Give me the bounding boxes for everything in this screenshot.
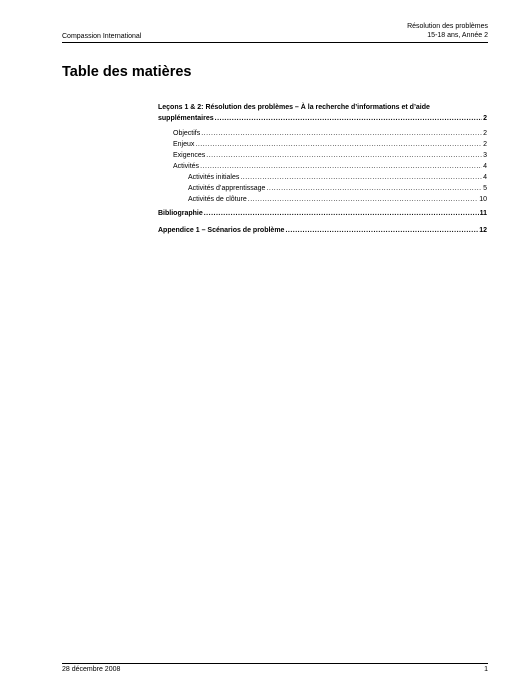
toc-page-number: 2 xyxy=(483,115,487,122)
toc-entry-activites-cloture[interactable] xyxy=(158,194,487,205)
header-organization: Compassion International xyxy=(62,33,142,40)
toc-leader-dots xyxy=(285,225,478,236)
toc-page-number: 10 xyxy=(479,196,487,203)
toc-entry-label: Activités initiales xyxy=(188,174,240,181)
toc-leader-dots xyxy=(204,208,479,219)
table-of-contents xyxy=(158,102,487,236)
toc-leader-dots xyxy=(266,183,482,194)
toc-entry-objectifs[interactable] xyxy=(158,128,487,139)
toc-entry-activites[interactable] xyxy=(158,161,487,172)
toc-leader-dots xyxy=(240,172,482,183)
footer-date: 28 décembre 2008 xyxy=(62,666,121,673)
header-rule xyxy=(62,42,488,43)
toc-entry-label: Activités de clôture xyxy=(188,196,247,203)
toc-page-number: 4 xyxy=(483,163,487,170)
toc-entry-label: Activités xyxy=(173,163,200,170)
toc-leader-dots xyxy=(195,139,482,150)
toc-leader-dots xyxy=(201,128,482,139)
toc-entry-enjeux[interactable] xyxy=(158,139,487,150)
footer-rule xyxy=(62,663,488,664)
toc-page-number: 4 xyxy=(483,174,487,181)
toc-leader-dots xyxy=(248,194,478,205)
toc-page-number: 2 xyxy=(483,141,487,148)
toc-entry-label: Objectifs xyxy=(173,130,201,137)
toc-entry-label: supplémentaires xyxy=(158,115,214,122)
toc-page-number: 5 xyxy=(483,185,487,192)
toc-leader-dots xyxy=(200,161,482,172)
header-document-subtitle: 15-18 ans, Année 2 xyxy=(427,32,488,39)
toc-entry-exigences[interactable] xyxy=(158,150,487,161)
toc-entry-label: Exigences xyxy=(173,152,206,159)
toc-entry-activites-apprentissage[interactable] xyxy=(158,183,487,194)
toc-entry-bibliographie[interactable] xyxy=(158,208,487,219)
page-title: Table des matières xyxy=(62,64,192,80)
toc-entry-lecons[interactable] xyxy=(158,102,487,124)
toc-entry-label: Bibliographie xyxy=(158,210,203,217)
toc-page-number: 2 xyxy=(483,130,487,137)
footer-page-number: 1 xyxy=(484,666,488,673)
toc-leader-dots xyxy=(206,150,482,161)
toc-page-number: 12 xyxy=(479,227,487,234)
toc-entry-label: Activités d’apprentissage xyxy=(188,185,266,192)
toc-page-number: 11 xyxy=(479,210,487,217)
toc-entry-activites-initiales[interactable] xyxy=(158,172,487,183)
toc-page-number: 3 xyxy=(483,152,487,159)
toc-entry-appendice[interactable] xyxy=(158,225,487,236)
toc-entry-label: Enjeux xyxy=(173,141,195,148)
toc-entry-label: Appendice 1 – Scénarios de problème xyxy=(158,227,285,234)
header-document-info xyxy=(407,22,488,40)
toc-entry-lecons-line1: Leçons 1 & 2: Résolution des problèmes – À la recherche d’informations et d’aide xyxy=(158,104,430,111)
header-document-title: Résolution des problèmes xyxy=(407,23,488,30)
toc-leader-dots xyxy=(215,113,482,124)
toc-entry-lecons-line2 xyxy=(158,113,487,124)
